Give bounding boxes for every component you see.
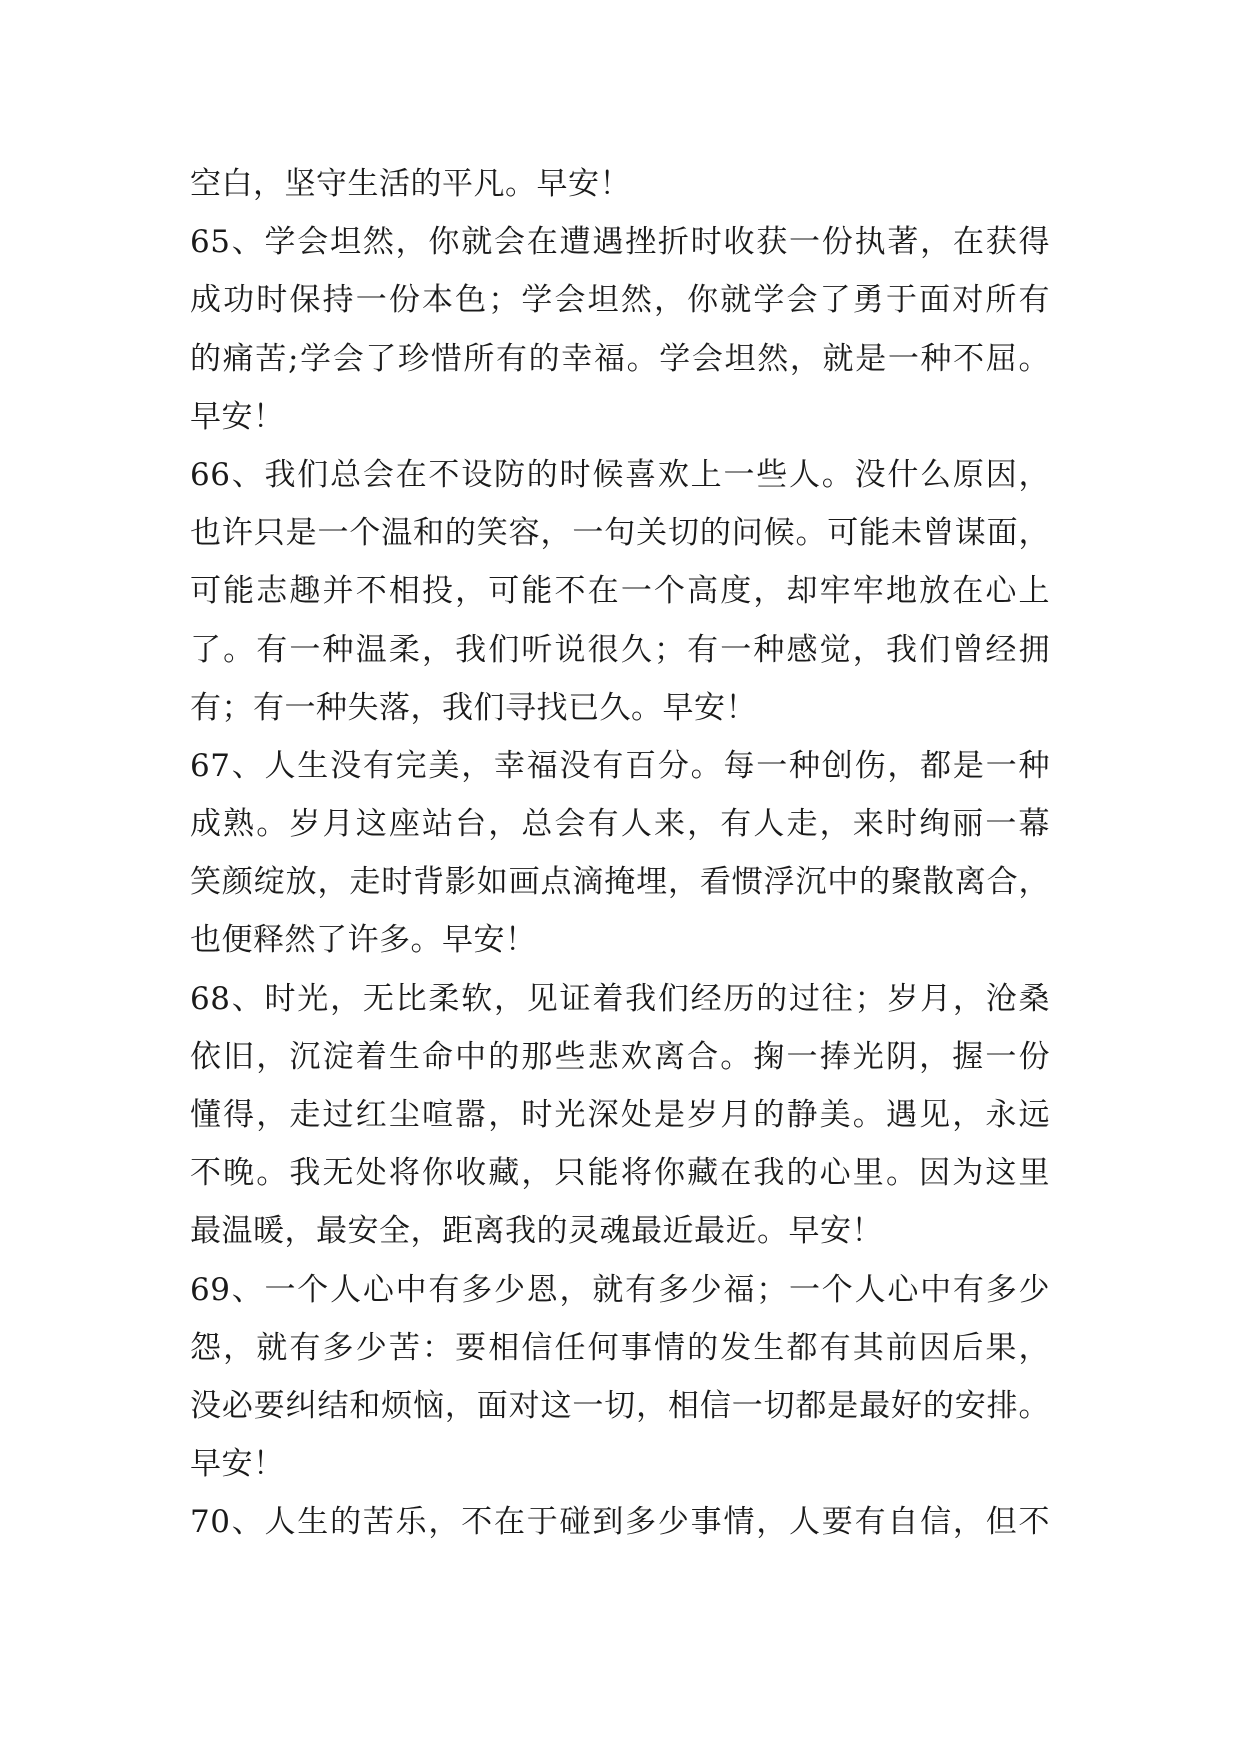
document-body (190, 155, 1050, 1552)
text-line: 不晚。我无处将你收藏，只能将你藏在我的心里。因为这里 (190, 1155, 1050, 1192)
text-line: 也许只是一个温和的笑容，一句关切的问候。可能未曾谋面， (190, 515, 1050, 552)
text-line: 依旧，沉淀着生命中的那些悲欢离合。掬一捧光阴，握一份 (190, 1038, 1050, 1075)
text-line: 成熟。岁月这座站台，总会有人来，有人走，来时绚丽一幕 (190, 806, 1050, 843)
text-line: 70、人生的苦乐，不在于碰到多少事情，人要有自信，但不 (190, 1504, 1050, 1541)
text-line: 可能志趣并不相投，可能不在一个高度，却牢牢地放在心上 (190, 573, 1050, 610)
text-line: 68、时光，无比柔软，见证着我们经历的过往；岁月，沧桑 (190, 980, 1050, 1017)
text-line: 笑颜绽放，走时背影如画点滴掩埋，看惯浮沉中的聚散离合， (190, 864, 1050, 901)
text-line: 懂得，走过红尘喧嚣，时光深处是岁月的静美。遇见，永远 (190, 1097, 1050, 1133)
text-line: 空白，坚守生活的平凡。早安！ (190, 166, 631, 202)
text-line: 早安！ (190, 1446, 285, 1483)
text-line: 67、人生没有完美，幸福没有百分。每一种创伤，都是一种 (190, 747, 1050, 784)
text-line: 没必要纠结和烦恼，面对这一切，相信一切都是最好的安排。 (190, 1387, 1050, 1424)
text-line: 成功时保持一份本色；学会坦然，你就学会了勇于面对所有 (190, 282, 1050, 319)
text-line: 69、一个人心中有多少恩，就有多少福；一个人心中有多少 (190, 1271, 1050, 1308)
text-line: 66、我们总会在不设防的时候喜欢上一些人。没什么原因， (190, 456, 1050, 493)
text-line: 的痛苦;学会了珍惜所有的幸福。学会坦然，就是一种不屈。 (190, 340, 1050, 377)
text-line: 也便释然了许多。早安！ (190, 922, 537, 959)
text-line: 早安！ (190, 398, 285, 435)
text-line: 了。有一种温柔，我们听说很久；有一种感觉，我们曾经拥 (190, 631, 1050, 668)
text-line: 有；有一种失落，我们寻找已久。早安！ (190, 689, 757, 726)
text-line: 最温暖，最安全，距离我的灵魂最近最近。早安！ (190, 1213, 883, 1250)
text-line: 65、学会坦然，你就会在遭遇挫折时收获一份执著，在获得 (190, 224, 1050, 261)
text-line: 怨，就有多少苦：要相信任何事情的发生都有其前因后果， (190, 1329, 1050, 1366)
